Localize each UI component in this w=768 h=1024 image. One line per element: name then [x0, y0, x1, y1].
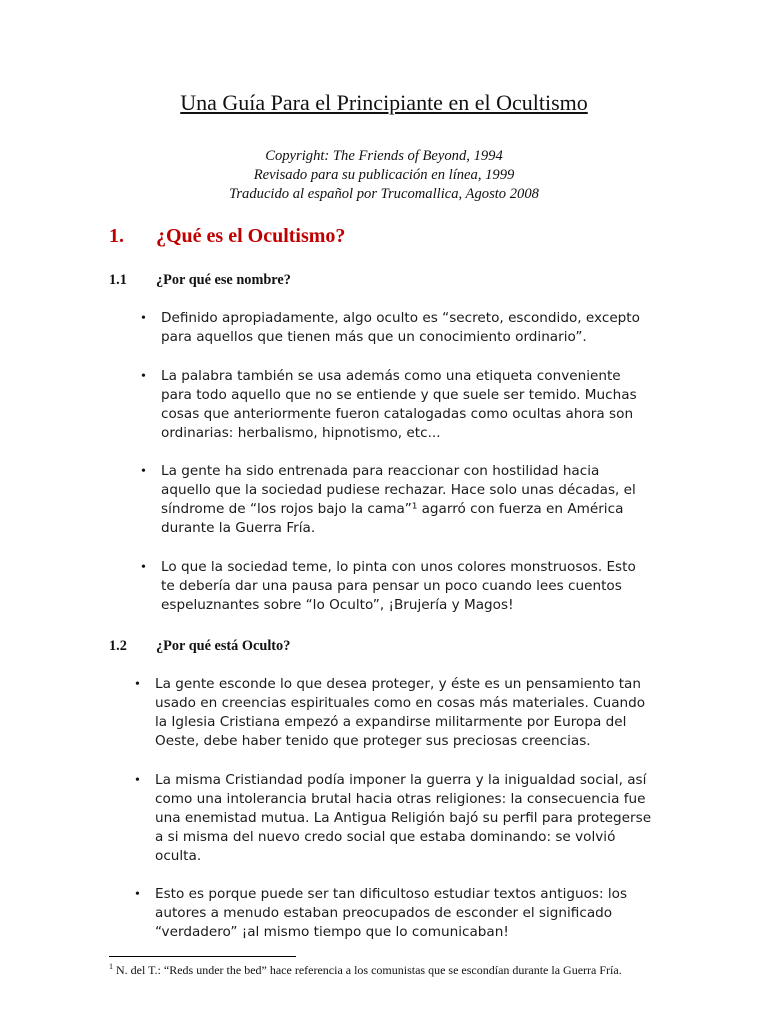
footnote-divider: [109, 956, 296, 957]
bullet-icon: •: [141, 311, 146, 326]
bullet-icon: •: [135, 887, 140, 902]
bullet-icon: •: [141, 368, 146, 384]
document-meta: [0, 147, 768, 204]
subsection-number: 1.2: [109, 638, 127, 654]
list-item: [141, 558, 647, 615]
bullet-icon: •: [141, 464, 146, 479]
revision-line: Revisado para su publicación en línea, 1999: [253, 167, 515, 183]
copyright-line: Copyright: The Friends of Beyond, 1994: [265, 148, 503, 164]
section-title: ¿Qué es el Ocultismo?: [156, 225, 346, 247]
bullet-icon: •: [135, 677, 140, 692]
footnote-text: N. del T.: “Reds under the bed” hace referencia a los comunistas que se escondían durante la Guerra Fría.: [113, 963, 622, 977]
document-title: Una Guía Para el Principiante en el Ocultismo: [180, 90, 588, 115]
list-item: [141, 367, 647, 443]
translation-line: Traducido al español por Trucomallica, Agosto 2008: [229, 186, 539, 202]
bullet-text: La palabra también se usa además como una etiqueta conveniente para todo aquello que no se entiende y que suele ser temido. Muchas cosas que anteriormente fueron catalogadas como ocultas ahora son ordinarias: herbalismo, hipnotismo, etc...: [161, 367, 637, 441]
bullet-text: La gente ha sido entrenada para reaccionar con hostilidad hacia aquello que la sociedad pudiese rechazar. Hace solo unas décadas, el síndrome de “los rojos bajo la cama”¹ agarró con fuerza en América durante la Guerra Fría.: [161, 463, 636, 536]
bullet-text: Definido apropiadamente, algo oculto es “secreto, escondido, excepto para aquellos que tienen más que un conocimiento ordinario”.: [161, 310, 640, 345]
list-item: [135, 771, 658, 866]
list-item: [135, 885, 658, 942]
bullet-icon: •: [141, 559, 146, 575]
bullet-text: Esto es porque puede ser tan dificultoso estudiar textos antiguos: los autores a menudo estaban preocupados de esconder el significado “verdadero” ¡al mismo tiempo que lo comunicaban!: [155, 886, 628, 940]
list-item: [141, 462, 647, 538]
subsection-title: ¿Por qué ese nombre?: [156, 272, 291, 288]
bullet-list-1-2: [135, 675, 658, 962]
bullet-icon: •: [135, 772, 140, 788]
subsection-title: ¿Por qué está Oculto?: [156, 638, 291, 654]
bullet-list-1-1: [141, 309, 647, 634]
bullet-text: La misma Cristiandad podía imponer la guerra y la inigualdad social, así como una intolerancia brutal hacia otras religiones: la consecuencia fue una enemistad mutua. La Antigua Religión bajó su perfil para protegerse a si misma del nuevo credo social que estaba dominando: se volvió oculta.: [155, 771, 652, 864]
bullet-text: Lo que la sociedad teme, lo pinta con unos colores monstruosos. Esto te debería dar una pausa para pensar un poco cuando lees cuentos espeluznantes sobre “lo Oculto”, ¡Brujería y Magos!: [161, 558, 636, 613]
list-item: [135, 675, 658, 751]
footnote-marker: 1: [109, 962, 113, 971]
section-number: 1.: [109, 225, 124, 247]
footnote: [109, 963, 659, 978]
list-item: [141, 309, 647, 347]
bullet-text: La gente esconde lo que desea proteger, y éste es un pensamiento tan usado en creencias espirituales como en cosas más materiales. Cuando la Iglesia Cristiana empezó a expandirse militarmente por Europa del Oeste, debe haber tenido que proteger sus preciosas creencias.: [155, 676, 646, 749]
subsection-number: 1.1: [109, 272, 127, 288]
